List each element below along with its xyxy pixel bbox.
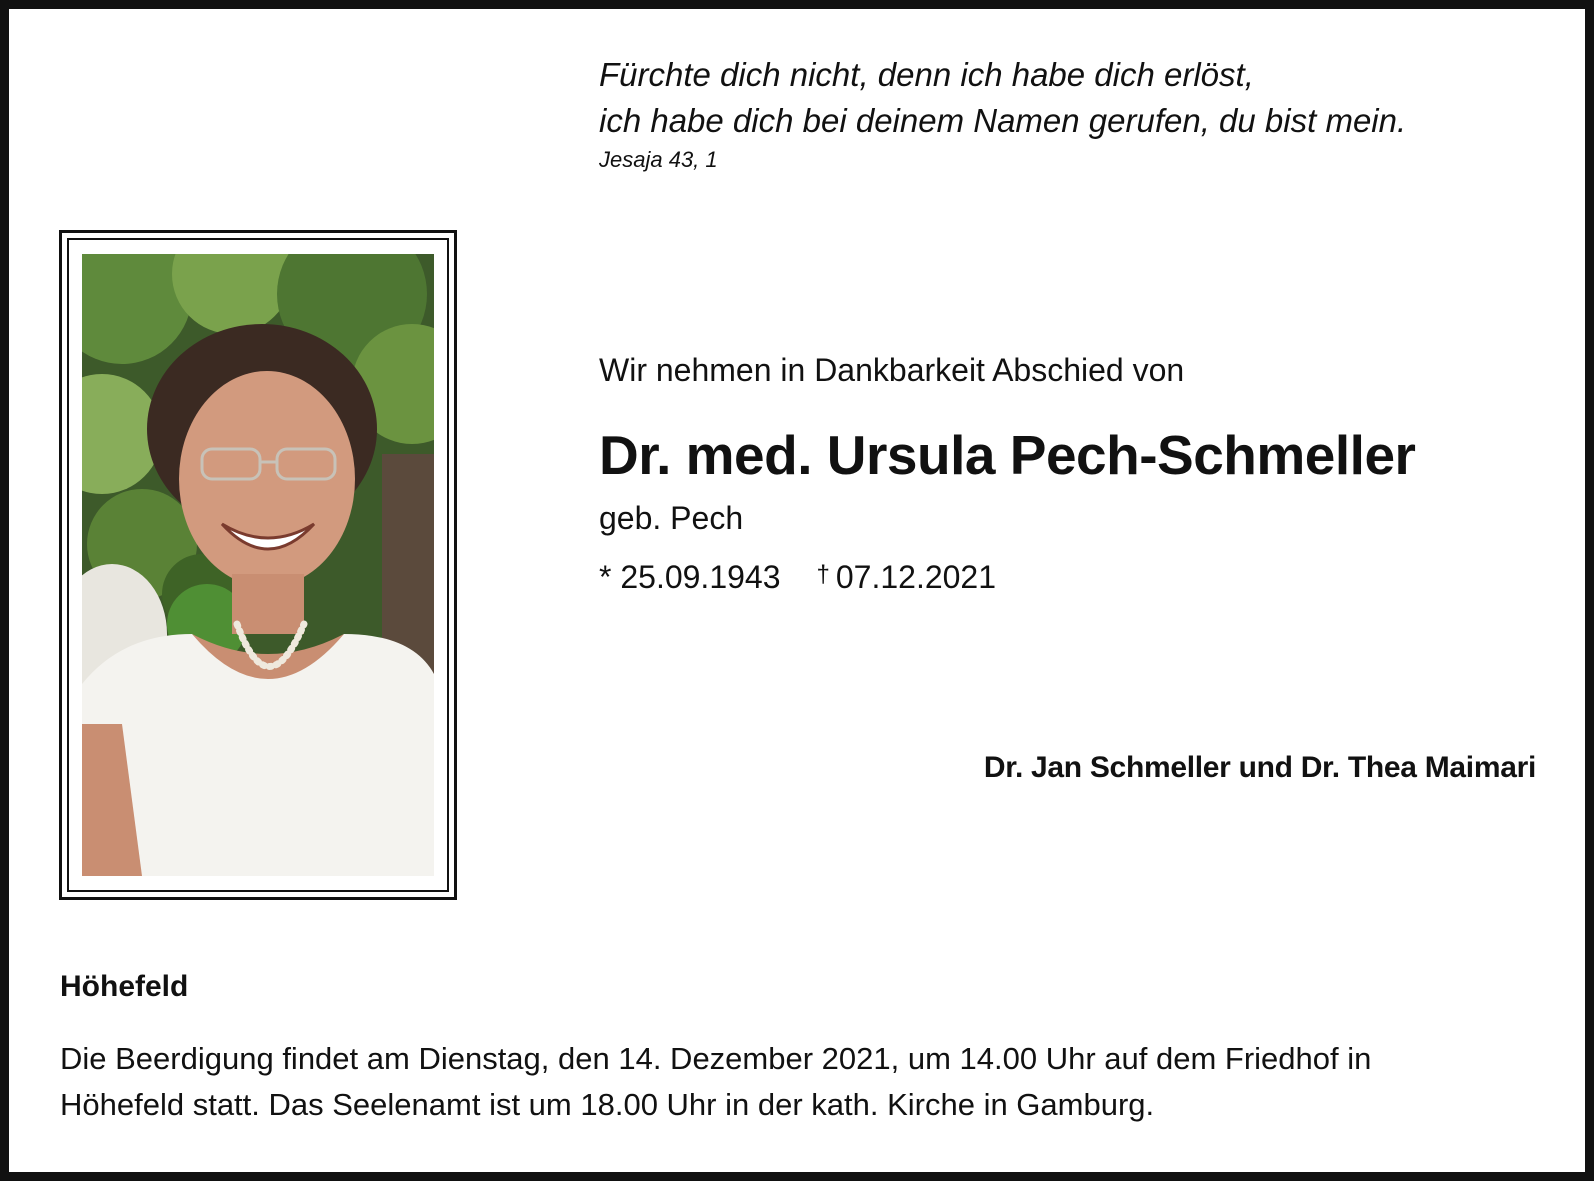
funeral-line-2: Höhefeld statt. Das Seelenamt ist um 18.00 Uhr in der kath. Kirche in Gamburg.: [60, 1087, 1155, 1122]
bible-quote: [599, 52, 1406, 176]
farewell-intro: Wir nehmen in Dankbarkeit Abschied von: [599, 352, 1185, 388]
quote-line-2: ich habe dich bei deinem Namen gerufen, du bist mein.: [599, 102, 1407, 139]
death-date: 07.12.2021: [835, 559, 997, 595]
deceased-name: Dr. med. Ursula Pech-Schmeller: [599, 424, 1416, 486]
place-name: Höhefeld: [60, 970, 189, 1003]
mourners-signature: Dr. Jan Schmeller und Dr. Thea Maimari: [983, 751, 1536, 784]
funeral-details: [60, 1036, 1540, 1128]
life-dates: [599, 555, 996, 597]
maiden-name: geb. Pech: [599, 500, 744, 536]
cross-icon: †: [816, 561, 830, 588]
birth-date: * 25.09.1943: [599, 559, 781, 595]
funeral-line-1: Die Beerdigung findet am Dienstag, den 14. Dezember 2021, um 14.00 Uhr auf dem Friedhof in: [60, 1041, 1372, 1076]
quote-line-1: Fürchte dich nicht, denn ich habe dich erlöst,: [599, 56, 1254, 93]
quote-source: Jesaja 43, 1: [599, 147, 718, 172]
portrait-photo: [82, 254, 434, 876]
portrait-illustration: [82, 254, 434, 876]
